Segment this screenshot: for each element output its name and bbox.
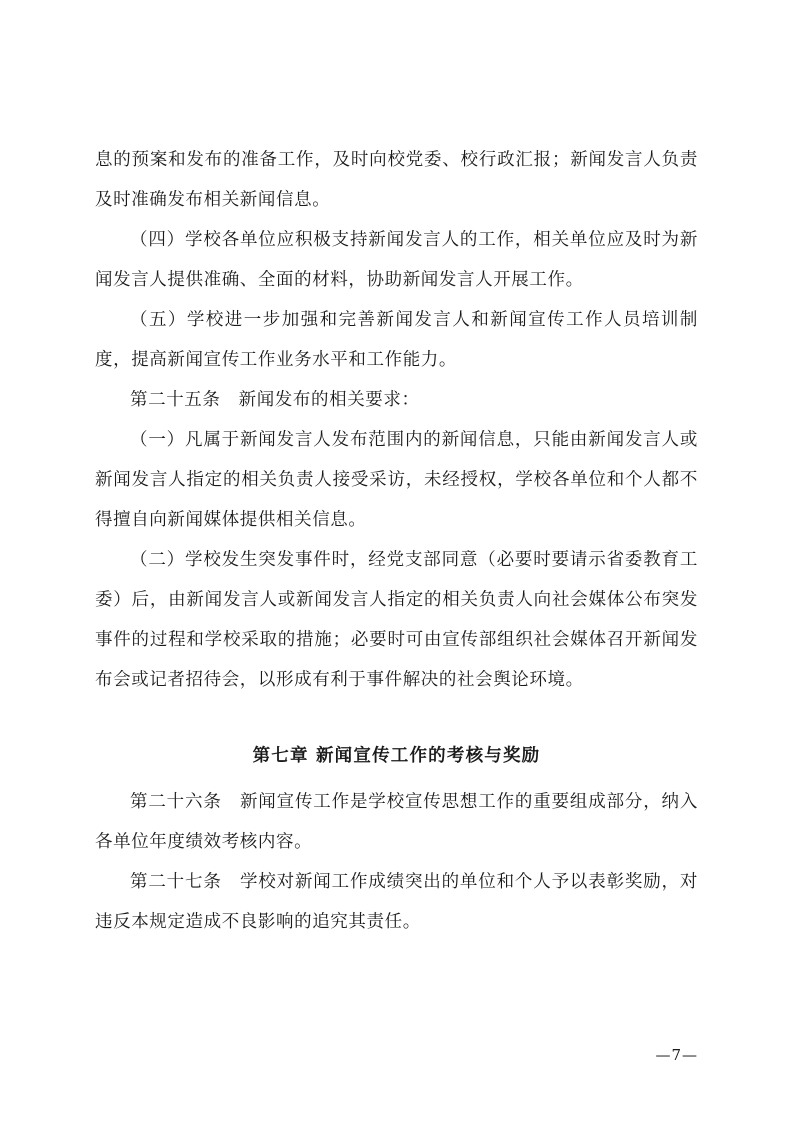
paragraph-article-26: 第二十六条 新闻宣传工作是学校宣传思想工作的重要组成部分，纳入各单位年度绩效考核内容。 [95, 792, 698, 852]
page-number: —7— [655, 1046, 698, 1064]
paragraph-item-five: （五）学校进一步加强和完善新闻发言人和新闻宣传工作人员培训制度，提高新闻宣传工作业务水平和工作能力。 [95, 310, 698, 370]
chapter-heading-seven: 第七章 新闻宣传工作的考核与奖励 [252, 746, 541, 766]
paragraph-article-25-item-one: （一）凡属于新闻发言人发布范围内的新闻信息，只能由新闻发言人或新闻发言人指定的相关负责人接受采访，未经授权，学校各单位和个人都不得擅自向新闻媒体提供相关信息。 [95, 430, 698, 530]
paragraph-continued: 息的预案和发布的准备工作，及时向校党委、校行政汇报；新闻发言人负责及时准确发布相关新闻信息。 [95, 150, 698, 210]
document-body [95, 140, 698, 942]
paragraph-article-27: 第二十七条 学校对新闻工作成绩突出的单位和个人予以表彰奖励，对违反本规定造成不良影响的追究其责任。 [95, 872, 698, 932]
paragraph-item-four: （四）学校各单位应积极支持新闻发言人的工作，相关单位应及时为新闻发言人提供准确、全面的材料，协助新闻发言人开展工作。 [95, 230, 698, 290]
paragraph-article-25: 第二十五条 新闻发布的相关要求： [130, 390, 420, 410]
paragraph-article-25-item-two: （二）学校发生突发事件时，经党支部同意（必要时要请示省委教育工委）后，由新闻发言人或新闻发言人指定的相关负责人向社会媒体公布突发事件的过程和学校采取的措施；必要时可由宣传部组织社会媒体召开新闻发布会或记者招待会，以形成有利于事件解决的社会舆论环境。 [95, 550, 698, 690]
